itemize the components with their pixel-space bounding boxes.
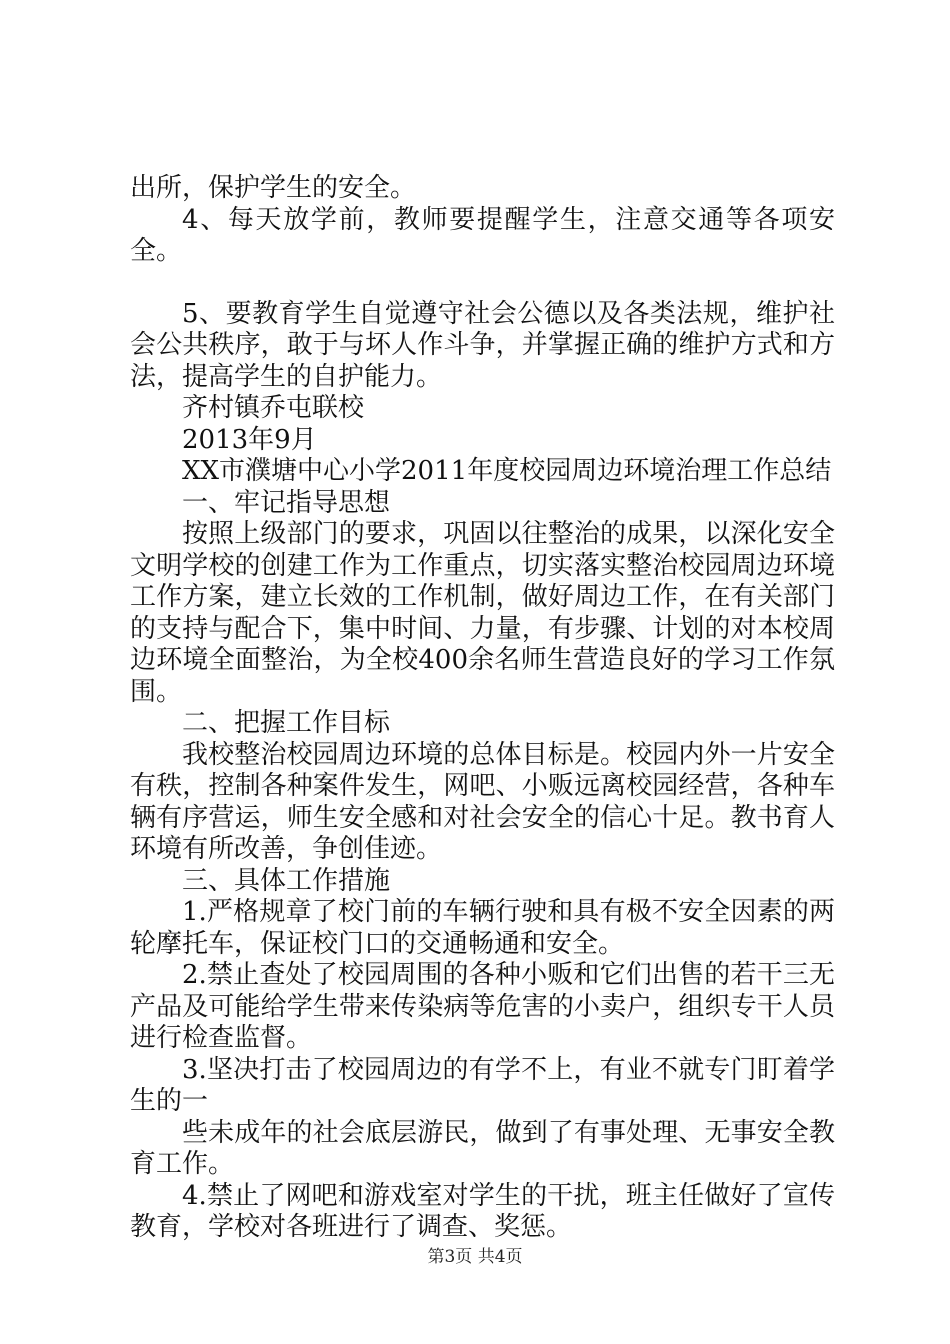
signature-date: 2013年9月 [182,424,317,455]
page-number: 第3页 [427,1247,473,1267]
measure-item-3-continued: 些未成年的社会底层游民，做到了有事处理、无事安全教育工作。 [130,1117,835,1179]
paragraph-item-4: 4、每天放学前，教师要提醒学生，注意交通等各项安全。 [130,204,835,266]
measure-item-4: 4.禁止了网吧和游戏室对学生的干扰，班主任做好了宣传教育，学校对各班进行了调查、奖惩。 [130,1180,835,1242]
document-title: XX市濮塘中心小学2011年度校园周边环境治理工作总结 [182,456,832,486]
signature-school: 齐村镇乔屯联校 [182,393,365,423]
page-total: 共4页 [477,1247,523,1267]
measure-item-2: 2.禁止查处了校园周围的各种小贩和它们出售的若干三无产品及可能给学生带来传染病等危害的小卖户，组织专干人员进行检查监督。 [130,960,835,1053]
section-heading-1: 一、牢记指导思想 [182,487,391,518]
section-1-body: 按照上级部门的要求，巩固以往整治的成果，以深化安全文明学校的创建工作为工作重点，切实落实整治校园周边环境工作方案，建立长效的工作机制，做好周边工作，在有关部门的支持与配合下，集中时间、力量，有步骤、计划的对本校周边环境全面整治，为全校400余名师生营造良好的学习工作氛围。 [130,519,835,707]
page-footer [0,1246,950,1268]
measure-item-1: 1.严格规章了校门前的车辆行驶和具有极不安全因素的两轮摩托车，保证校门口的交通畅通和安全。 [130,897,835,959]
section-heading-2: 二、把握工作目标 [182,708,391,738]
measure-item-3: 3.坚决打击了校园周边的有学不上，有业不就专门盯着学生的一 [130,1054,835,1116]
section-heading-3: 三、具体工作措施 [182,865,391,896]
document-body [130,173,835,1244]
paragraph-continuation: 出所，保护学生的安全。 [130,173,417,203]
paragraph-item-5: 5、要教育学生自觉遵守社会公德以及各类法规，维护社会公共秩序，敢于与坏人作斗争，并掌握正确的维护方式和方法，提高学生的自护能力。 [130,298,835,392]
section-2-body: 我校整治校园周边环境的总体目标是。校园内外一片安全有秩，控制各种案件发生，网吧、小贩远离校园经营，各种车辆有序营运，师生安全感和对社会安全的信心十足。教书育人环境有所改善，争创佳迹。 [130,739,835,864]
